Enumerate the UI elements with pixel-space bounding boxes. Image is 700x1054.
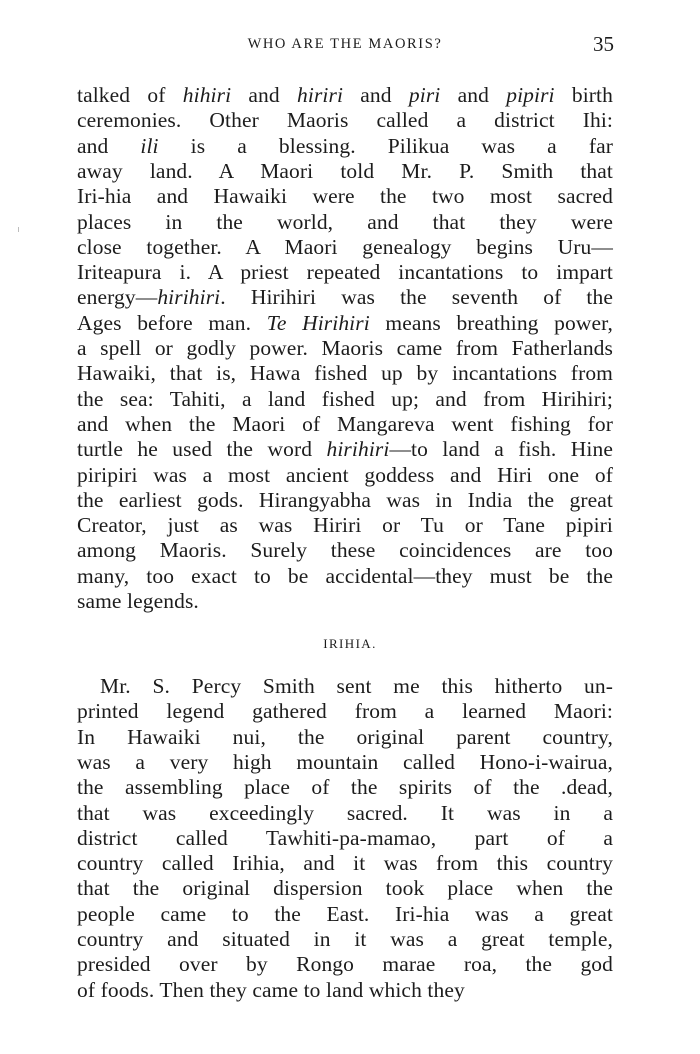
text-line: the sea: Tahiti, a land fished up; and from Hirihiri; <box>77 386 613 411</box>
text-line: piripiri was a most ancient goddess and Hiri one of <box>77 462 613 487</box>
text-line: many, too exact to be accidental—they must be the <box>77 563 613 588</box>
text-line: district called Tawhiti-pa-mamao, part of a <box>77 825 613 850</box>
running-head: WHO ARE THE MAORIS? <box>247 36 443 52</box>
text-line: presided over by Rongo marae roa, the god <box>77 952 613 977</box>
text-line: turtle he used the word hirihiri—to land a fish. Hine <box>77 437 613 462</box>
text-line: people came to the East. Iri-hia was a great <box>77 901 613 926</box>
text-line: energy—hirihiri. Hirihiri was the seventh of the <box>77 285 613 310</box>
text-line: that was exceedingly sacred. It was in a <box>77 800 613 825</box>
text-line: printed legend gathered from a learned Maori: <box>77 699 613 724</box>
section-heading: IRIHIA. <box>323 636 377 651</box>
text-line: ceremonies. Other Maoris called a district Ihi: <box>77 108 613 133</box>
page-number: 35 <box>593 32 614 56</box>
text-line: that the original dispersion took place when the <box>77 876 613 901</box>
text-line: away land. A Maori told Mr. P. Smith that <box>77 158 613 183</box>
text-line: among Maoris. Surely these coincidences are too <box>77 538 613 563</box>
text-line: the earliest gods. Hirangyabha was in India the great <box>77 487 613 512</box>
text-line: Ages before man. Te Hirihiri means breathing power, <box>77 310 613 335</box>
text-line: was a very high mountain called Hono-i-wairua, <box>77 749 613 774</box>
text-line: same legends. <box>77 589 199 613</box>
text-line: Creator, just as was Hiriri or Tu or Tane pipiri <box>77 513 613 538</box>
text-line: Mr. S. Percy Smith sent me this hitherto un- <box>100 674 613 698</box>
text-line: talked of hihiri and hiriri and piri and pipiri birth <box>77 83 613 107</box>
page-header <box>76 32 614 60</box>
text-line: Iri-hia and Hawaiki were the two most sacred <box>77 184 613 209</box>
text-line: a spell or godly power. Maoris came from Fatherlands <box>77 336 613 360</box>
text-line: of foods. Then they came to land which they <box>77 977 465 1002</box>
text-line: places in the world, and that they were <box>77 209 613 234</box>
text-line: the assembling place of the spirits of the .dead, <box>77 775 613 800</box>
text-line: country called Irihia, and it was from this country <box>77 851 613 876</box>
text-line: Iriteapura i. A priest repeated incantations to impart <box>77 260 613 285</box>
text-line: close together. A Maori genealogy begins Uru— <box>77 234 613 259</box>
text-line: Hawaiki, that is, Hawa fished up by incantations from <box>77 361 613 386</box>
text-line: and when the Maori of Mangareva went fishing for <box>77 411 613 436</box>
margin-speck <box>18 227 19 232</box>
text-line: In Hawaiki nui, the original parent country, <box>77 724 613 749</box>
text-line: and ili is a blessing. Pilikua was a far <box>77 133 613 158</box>
text-line: country and situated in it was a great temple, <box>77 927 613 951</box>
